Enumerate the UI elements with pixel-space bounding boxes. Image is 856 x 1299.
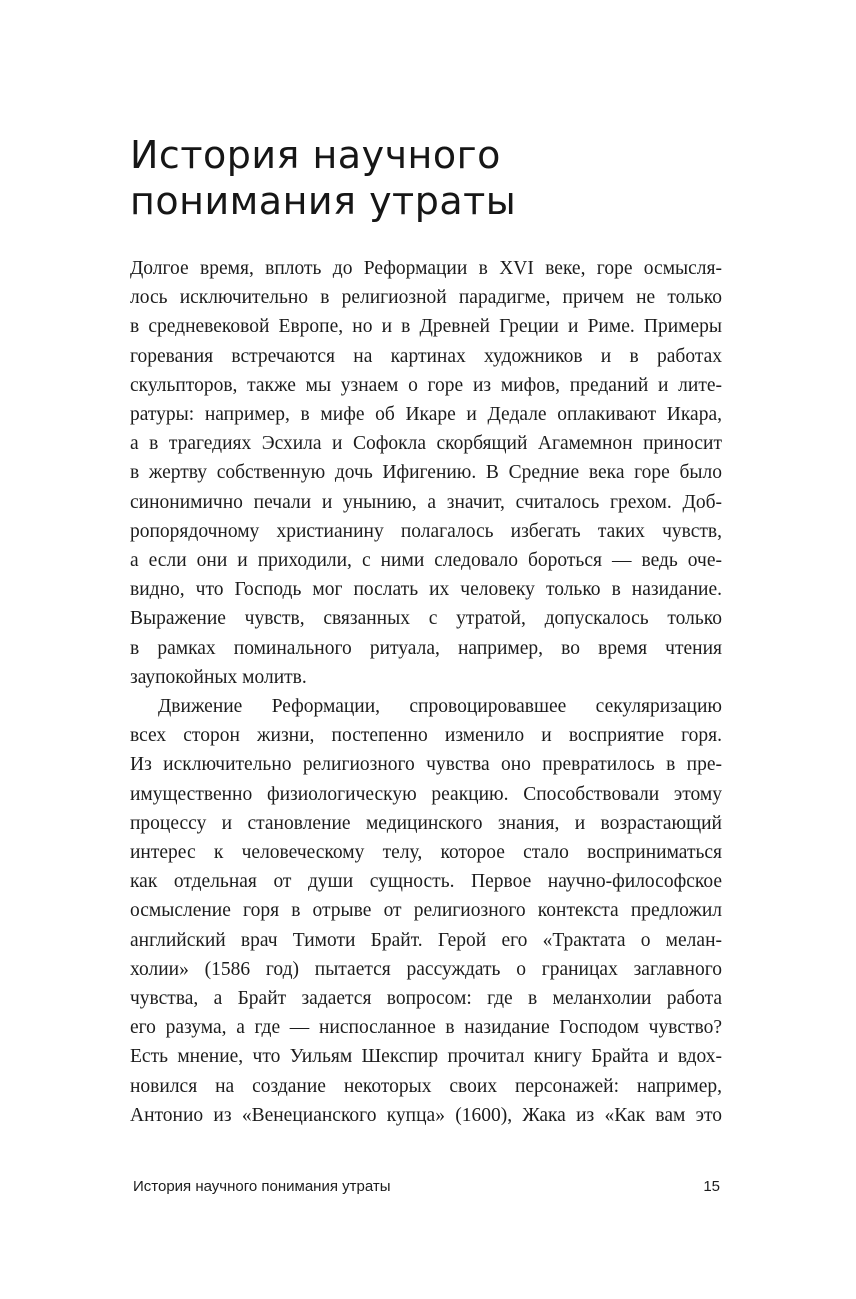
text-line: английский врач Тимоти Брайт. Герой его «Трактата о мелан- bbox=[130, 929, 722, 951]
text-line: интерес к человеческому телу, которое стало восприниматься bbox=[130, 842, 722, 864]
page-number: 15 bbox=[703, 1178, 720, 1195]
text-line: Есть мнение, что Уильям Шекспир прочитал книгу Брайта и вдох- bbox=[130, 1046, 722, 1068]
text-line: а если они и приходили, с ними следовало бороться — ведь оче- bbox=[130, 550, 722, 572]
text-line: осмысление горя в отрыве от религиозного контекста предложил bbox=[130, 900, 722, 922]
text-line: Из исключительно религиозного чувства оно превратилось в пре- bbox=[130, 754, 722, 776]
text-line: Долгое время, вплоть до Реформации в XVI веке, горе осмысля- bbox=[130, 258, 722, 279]
body-text bbox=[130, 254, 722, 1130]
text-line: в средневековой Европе, но и в Древней Греции и Риме. Примеры bbox=[130, 316, 722, 338]
running-title: История научного понимания утраты bbox=[133, 1178, 391, 1195]
text-line: скульпторов, также мы узнаем о горе из мифов, преданий и лите- bbox=[130, 374, 722, 396]
text-line: процессу и становление медицинского знания, и возрастающий bbox=[130, 812, 722, 834]
text-line: Движение Реформации, спровоцировавшее секуляризацию bbox=[158, 696, 722, 718]
text-line: видно, что Господь мог послать их человеку только в назидание. bbox=[130, 579, 722, 601]
text-line: как отдельная от души сущность. Первое научно-философское bbox=[130, 871, 722, 893]
text-line: синонимично печали и унынию, а значит, считалось грехом. Доб- bbox=[130, 491, 722, 513]
text-line: горевания встречаются на картинах художников и в работах bbox=[130, 345, 722, 367]
text-line: ропорядочному христианину полагалось избегать таких чувств, bbox=[130, 520, 722, 542]
text-line: лось исключительно в религиозной парадигме, причем не только bbox=[130, 287, 722, 309]
text-line: чувства, а Брайт задается вопросом: где в меланхолии работа bbox=[130, 988, 722, 1010]
text-line: Выражение чувств, связанных с утратой, допускалось только bbox=[130, 608, 722, 630]
paragraph-2 bbox=[130, 692, 722, 1130]
text-line: ратуры: например, в мифе об Икаре и Дедале оплакивают Икара, bbox=[130, 404, 722, 426]
page-title-line-1: История научного bbox=[130, 133, 501, 177]
text-line: в рамках поминального ритуала, например, во время чтения bbox=[130, 637, 722, 659]
text-line: имущественно физиологическую реакцию. Способствовали этому bbox=[130, 783, 722, 805]
page-title-line-2: понимания утраты bbox=[130, 179, 517, 223]
text-line: заупокойных молитв. bbox=[130, 666, 307, 688]
text-line: холии» (1586 год) пытается рассуждать о границах заглавного bbox=[130, 958, 722, 980]
page-title bbox=[130, 132, 770, 224]
text-line: новился на создание некоторых своих персонажей: например, bbox=[130, 1075, 722, 1097]
text-line: а в трагедиях Эсхила и Софокла скорбящий Агамемнон приносит bbox=[130, 433, 722, 455]
text-line: в жертву собственную дочь Ифигению. В Средние века горе было bbox=[130, 462, 722, 484]
text-line: Антонио из «Венецианского купца» (1600), Жака из «Как вам это bbox=[130, 1104, 722, 1126]
text-line: всех сторон жизни, постепенно изменило и восприятие горя. bbox=[130, 725, 722, 747]
text-line: его разума, а где — ниспосланное в назидание Господом чувство? bbox=[130, 1017, 722, 1039]
paragraph-1 bbox=[130, 254, 722, 692]
